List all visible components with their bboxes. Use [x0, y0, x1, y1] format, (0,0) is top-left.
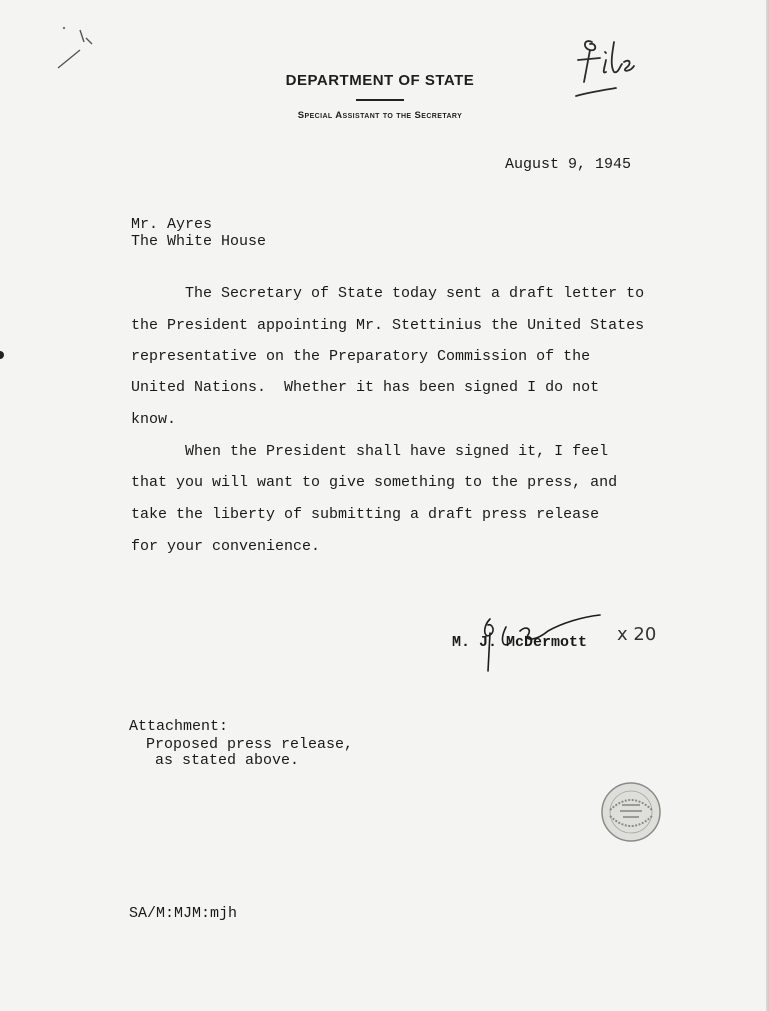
body-line: The Secretary of State today sent a draft letter to	[131, 285, 645, 302]
attachment-line: Proposed press release,	[146, 736, 354, 753]
corner-pencil-mark	[50, 20, 100, 80]
letterhead-department: DEPARTMENT OF STATE	[285, 72, 475, 89]
handwritten-file-annotation	[570, 30, 690, 110]
body-line: for your convenience.	[131, 538, 321, 555]
body-line: know.	[131, 411, 177, 428]
body-line: representative on the Preparatory Commission of the	[131, 348, 591, 365]
archive-stamp-seal	[596, 780, 666, 844]
addressee-location: The White House	[131, 233, 267, 250]
attachment-heading: Attachment:	[129, 718, 229, 735]
edge-punch-mark	[0, 351, 4, 359]
body-line: United Nations. Whether it has been signed I do not	[131, 379, 600, 396]
letterhead-office: Special Assistant to the Secretary	[297, 110, 463, 121]
body-line: the President appointing Mr. Stettinius the United States	[131, 317, 645, 334]
signatory-typed-name: M. J. McDermott	[452, 634, 588, 651]
body-line: that you will want to give something to the press, and	[131, 474, 618, 491]
handwritten-file-text: File	[570, 30, 572, 31]
body-line: When the President shall have signed it, I feel	[131, 443, 609, 460]
letter-date: August 9, 1945	[505, 156, 632, 173]
addressee-name: Mr. Ayres	[131, 216, 213, 233]
body-line: take the liberty of submitting a draft press release	[131, 506, 600, 523]
letterhead-rule	[356, 99, 404, 101]
signature-handwritten-mark: x 20	[617, 624, 657, 645]
reference-initials: SA/M:MJM:mjh	[129, 905, 238, 922]
attachment-line: as stated above.	[146, 752, 300, 769]
